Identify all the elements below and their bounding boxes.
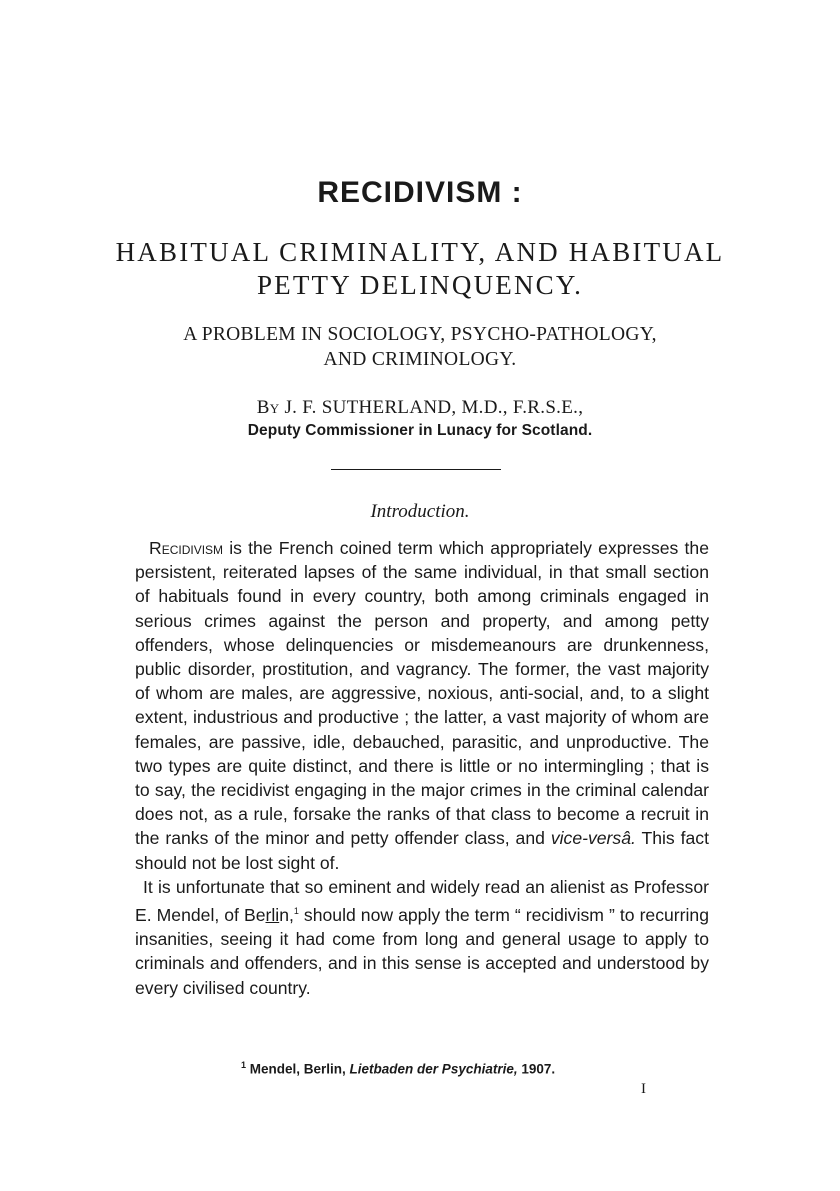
paragraph-2-text-c: should now apply the term “ recidivism ” to recurring insanities, seeing it had come from long and general usage to apply to criminals and offenders, and in this sense is accepted and understood by every civilised country. bbox=[135, 904, 709, 998]
problem-line-2: AND CRIMINOLOGY. bbox=[323, 349, 517, 370]
footnote bbox=[241, 1060, 555, 1077]
subtitle-line-1: HABITUAL CRIMINALITY, AND HABITUAL bbox=[115, 237, 725, 267]
paragraph-2-damaged-text: rli bbox=[265, 904, 280, 925]
byline bbox=[0, 397, 840, 419]
paragraph-2-text-a: It is unfortunate that so eminent and widely read an alienist as Professor E. Mendel, of Be bbox=[135, 876, 709, 925]
section-divider bbox=[331, 469, 501, 470]
footnote-text-a: Mendel, Berlin, bbox=[246, 1061, 350, 1077]
paragraph-1-text-b: This fact should not be lost sight of. bbox=[135, 828, 709, 873]
author-affiliation: Deputy Commissioner in Lunacy for Scotland. bbox=[247, 422, 593, 439]
footnote-text-b: 1907. bbox=[517, 1061, 556, 1077]
paragraph-2 bbox=[135, 875, 709, 1000]
paragraph-2-text-b: n, bbox=[279, 904, 294, 925]
footnote-italic: Lietbaden der Psychiatrie, bbox=[349, 1061, 518, 1077]
paragraph-1 bbox=[135, 536, 709, 875]
lead-word: Recidivism bbox=[149, 538, 224, 558]
paragraph-1-italic: vice-versâ. bbox=[550, 828, 636, 849]
body-text bbox=[135, 536, 709, 1000]
footnote-mark: 1 bbox=[241, 1060, 247, 1070]
article-problem-statement bbox=[0, 322, 840, 372]
page-number: I bbox=[641, 1081, 646, 1097]
paragraph-1-text-a: is the French coined term which appropriately expresses the persistent, reiterated lapses of the same individual, in that small section of habituals found in every country, both among criminals engaged in serious crimes against the person and property, and among petty offenders, whose delinquencies or misdemeanours are drunkenness, public disorder, prostitution, and vagrancy. The former, the vast majority of whom are males, are aggressive, noxious, anti-social, and, to a slight extent, industrious and productive ; the latter, a vast majority of whom are females, are passive, idle, debauched, parasitic, and unproductive. The two types are quite distinct, and there is little or no intermingling ; that is to say, the recidivist engaging in the major crimes in the criminal calendar does not, as a rule, forsake the ranks of that class to become a recruit in the ranks of the minor and petty offender class, and bbox=[135, 538, 709, 849]
article-subtitle bbox=[0, 236, 840, 302]
subtitle-line-2: PETTY DELINQUENCY. bbox=[256, 270, 584, 300]
byline-prefix: By bbox=[256, 397, 280, 418]
section-heading: Introduction. bbox=[370, 501, 470, 522]
article-title: RECIDIVISM : bbox=[317, 176, 523, 209]
author-name: J. F. SUTHERLAND, M.D., F.R.S.E., bbox=[284, 397, 584, 418]
problem-line-1: A PROBLEM IN SOCIOLOGY, PSYCHO-PATHOLOGY, bbox=[183, 324, 657, 345]
footnote-reference: 1 bbox=[293, 906, 299, 917]
